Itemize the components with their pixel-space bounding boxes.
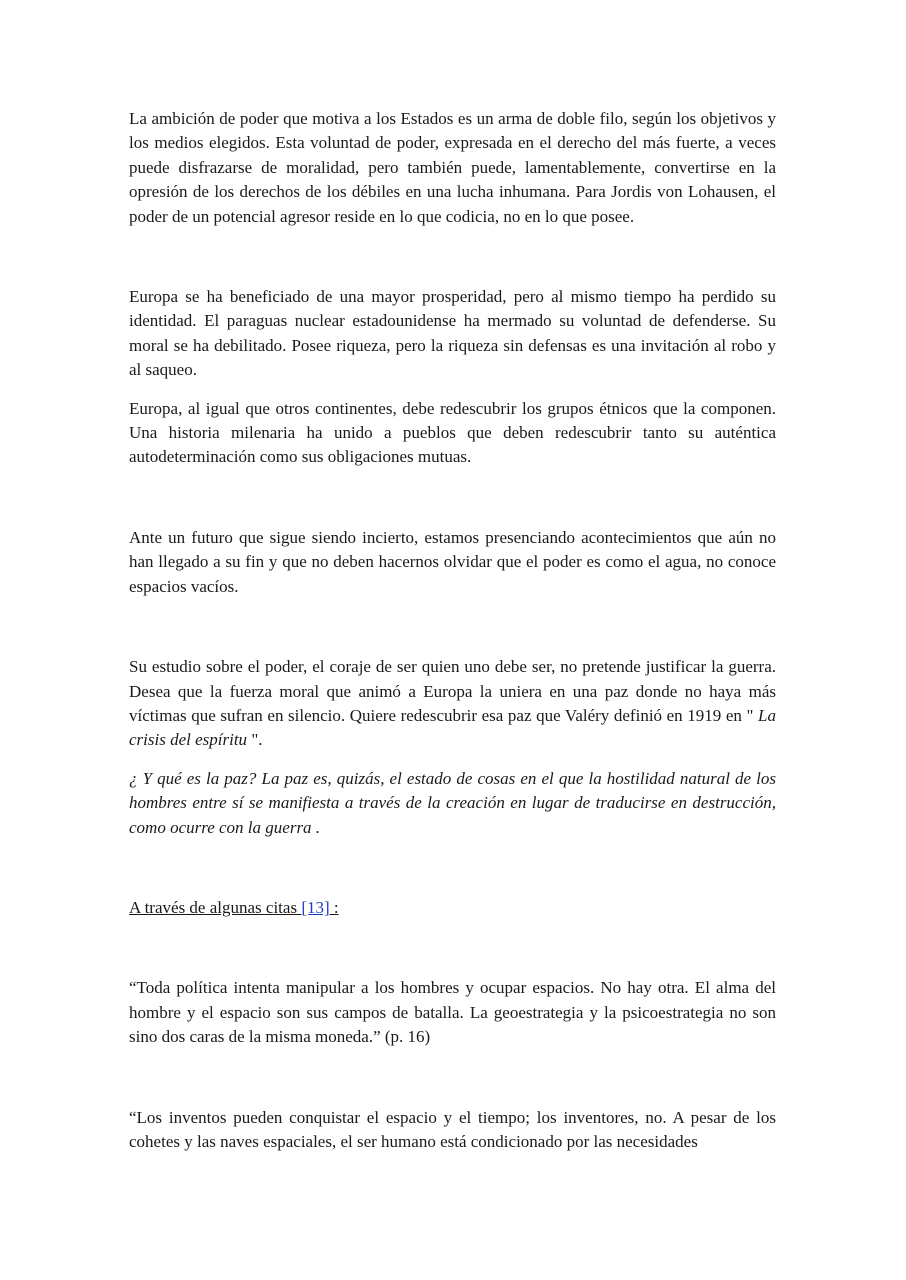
paragraph-text-end: ".	[247, 730, 263, 750]
paragraph-futuro-incierto: Ante un futuro que sigue siendo incierto, estamos presenciando acontecimientos que aún no han llegado a su fin y que no deben hacernos olvidar que el poder es como el agua, no conoce espacios vacíos.	[129, 527, 776, 596]
quote-politica: “Toda política intenta manipular a los hombres y ocupar espacios. No hay otra. El alma del hombre y el espacio son sus campos de batalla. La geoestrategia y la psicoestrategia no son sino dos caras de la misma moneda.” (p. 16)	[129, 978, 776, 1047]
section-heading	[129, 896, 776, 920]
quote-valery: ¿ Y qué es la paz? La paz es, quizás, el estado de cosas en el que la hostilidad natural de los hombres entre sí se manifiesta a través de la creación en lugar de traducirse en destrucción, como ocurre con la guerra .	[129, 768, 776, 837]
book-title: La crisis del espíritu	[129, 705, 776, 750]
section-heading-text: A través de algunas citas	[129, 897, 302, 917]
paragraph-europa-prosperidad: Europa se ha beneficiado de una mayor prosperidad, pero al mismo tiempo ha perdido su identidad. El paraguas nuclear estadounidense ha mermado su voluntad de defenderse. Su moral se ha debilitado. Posee riqueza, pero la riqueza sin defensas es una invitación al robo y al saqueo.	[129, 287, 776, 380]
paragraph-europa-grupos-etnicos: Europa, al igual que otros continentes, debe redescubrir los grupos étnicos que la componen. Una historia milenaria ha unido a pueblos que deben redescubrir tanto su auténtica autodeterminación como sus obligaciones mutuas.	[129, 398, 776, 467]
footnote-link[interactable]: [13]	[301, 897, 330, 917]
paragraph-ambicion-de-poder: La ambición de poder que motiva a los Estados es un arma de doble filo, según los objetivos y los medios elegidos. Esta voluntad de poder, expresada en el derecho del más fuerte, a veces puede disfrazarse de moralidad, pero también puede, lamentablemente, convertirse en la opresión de los derechos de los débiles en una lucha inhumana. Para Jordis von Lohausen, el poder de un potencial agresor reside en lo que codicia, no en lo que posee.	[129, 109, 776, 226]
quote-inventos: “Los inventos pueden conquistar el espacio y el tiempo; los inventores, no. A pesar de los cohetes y las naves espaciales, el ser humano está condicionado por las necesidades	[129, 1107, 776, 1151]
paragraph-text: Su estudio sobre el poder, el coraje de ser quien uno debe ser, no pretende justificar la guerra. Desea que la fuerza moral que animó a Europa la uniera en una paz donde no haya más víctimas que sufran en silencio. Quiere redescubrir esa paz que Valéry definió en 1919 en "	[129, 657, 776, 725]
section-heading-suffix: :	[329, 897, 339, 917]
paragraph-estudio-sobre-el-poder	[129, 655, 776, 753]
document-page	[129, 107, 776, 1154]
